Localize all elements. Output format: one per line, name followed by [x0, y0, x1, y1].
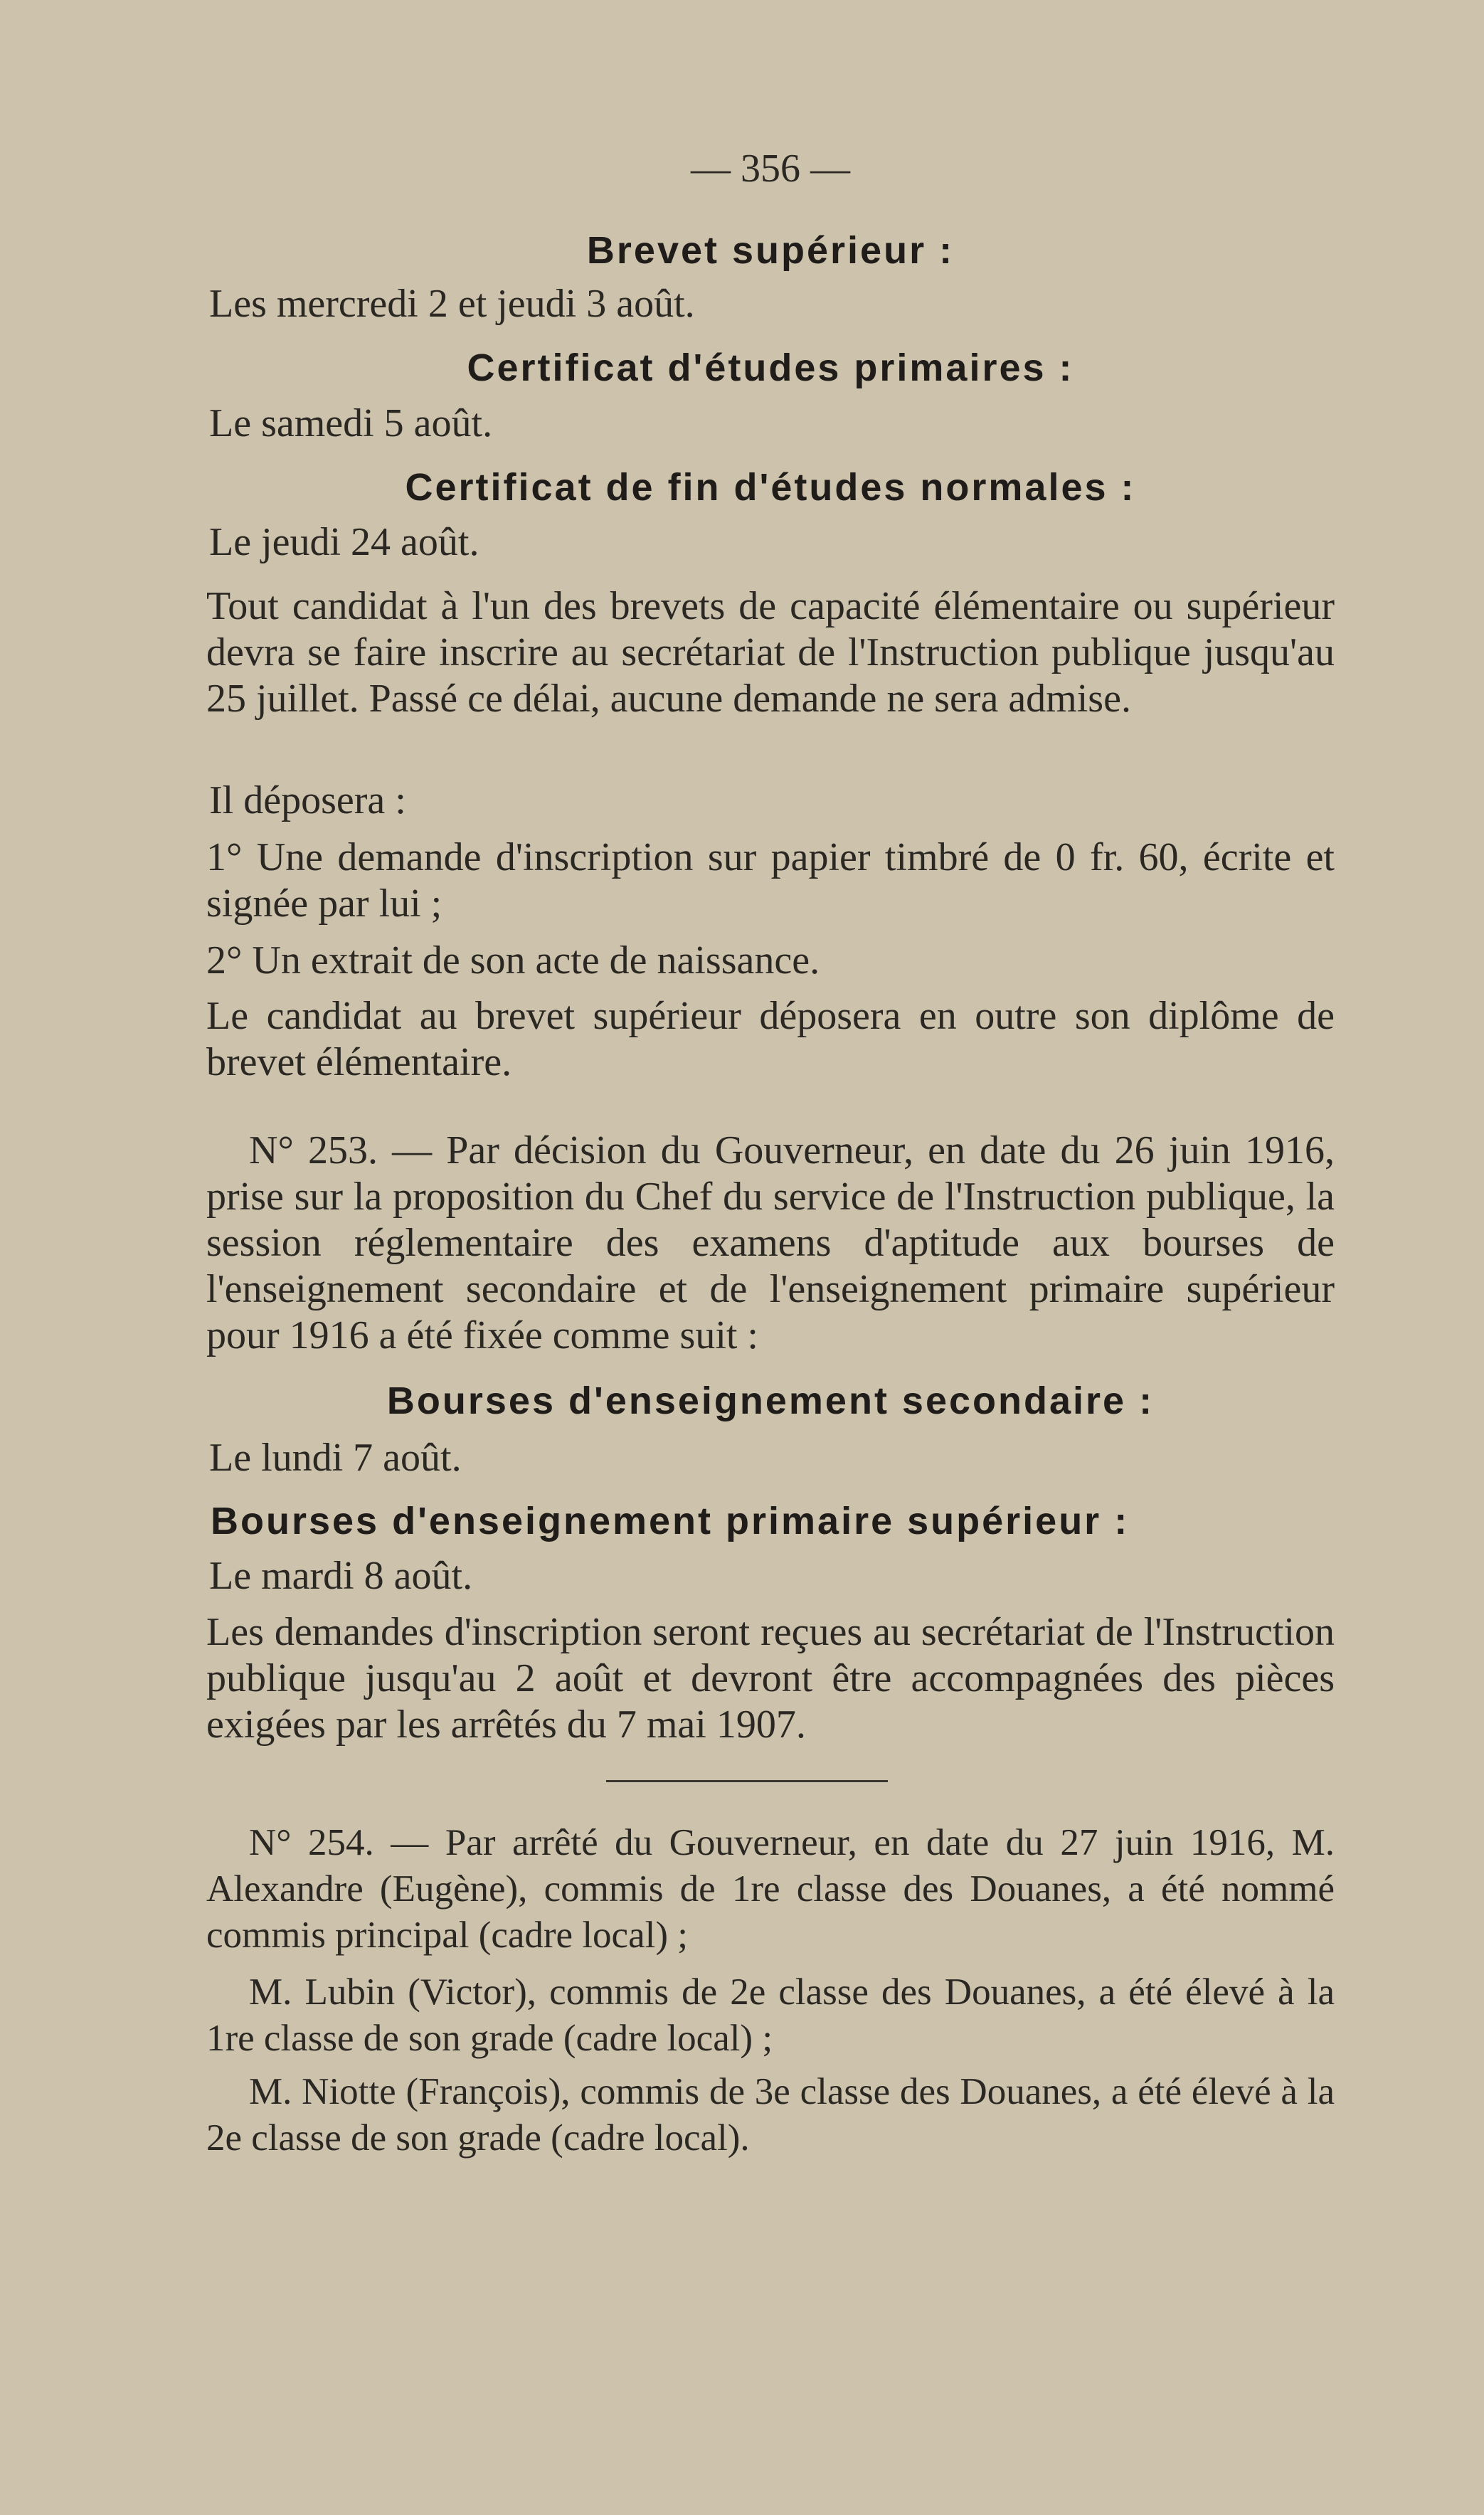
- heading-bourses-primaire: Bourses d'enseignement primaire supérieur :: [211, 1500, 1130, 1542]
- paragraph-niotte: M. Niotte (François), commis de 3e classe des Douanes, a été élevé à la 2e classe de son grade (cadre local).: [206, 2071, 1335, 2159]
- heading-certificat-normales: Certificat de fin d'études normales :: [405, 466, 1136, 509]
- heading-brevet-superieur: Brevet supérieur :: [586, 229, 955, 272]
- date-bourses-primaire: Le mardi 8 août.: [209, 1554, 473, 1598]
- section-divider: [606, 1780, 888, 1782]
- paragraph-arrete-254: N° 254. — Par arrêté du Gouverneur, en date du 27 juin 1916, M. Alexandre (Eugène), commis de 1re classe des Douanes, a été nommé commis principal (cadre local) ;: [206, 1822, 1335, 1956]
- date-certificat-normales: Le jeudi 24 août.: [209, 520, 479, 564]
- paragraph-diplome: Le candidat au brevet supérieur déposera en outre son diplôme de brevet élémentaire.: [206, 994, 1335, 1084]
- paragraph-decision-253: N° 253. — Par décision du Gouverneur, en date du 26 juin 1916, prise sur la proposition du Chef du service de l'Instruction publique, la session réglementaire des examens d'aptitude aux bourses de l'enseignement secondaire et de l'enseignement primaire supérieur pour 1916 a été fixée comme suit :: [206, 1128, 1335, 1357]
- list-item-extrait: 2° Un extrait de son acte de naissance.: [206, 938, 820, 983]
- heading-certificat-primaires: Certificat d'études primaires :: [467, 346, 1074, 389]
- paragraph-deposera: Il déposera :: [209, 778, 406, 822]
- paragraph-demandes-inscription: Les demandes d'inscription seront reçues au secrétariat de l'Instruction publique jusqu'au 2 août et devront être accompagnées des pièces exigées par les arrêtés du 7 mai 1907.: [206, 1610, 1335, 1747]
- date-brevet-superieur: Les mercredi 2 et jeudi 3 août.: [209, 282, 695, 326]
- paragraph-inscription: Tout candidat à l'un des brevets de capacité élémentaire ou supérieur devra se faire inscrire au secrétariat de l'Instruction publique jusqu'au 25 juillet. Passé ce délai, aucune demande ne sera admise.: [206, 584, 1335, 721]
- date-bourses-secondaire: Le lundi 7 août.: [209, 1436, 462, 1480]
- paragraph-lubin: M. Lubin (Victor), commis de 2e classe des Douanes, a été élevé à la 1re classe de son grade (cadre local) ;: [206, 1971, 1335, 2059]
- list-item-demande: 1° Une demande d'inscription sur papier timbré de 0 fr. 60, écrite et signée par lui ;: [206, 835, 1335, 926]
- date-certificat-primaires: Le samedi 5 août.: [209, 401, 493, 445]
- heading-bourses-secondaire: Bourses d'enseignement secondaire :: [386, 1380, 1155, 1422]
- page-number: — 356 —: [691, 147, 850, 191]
